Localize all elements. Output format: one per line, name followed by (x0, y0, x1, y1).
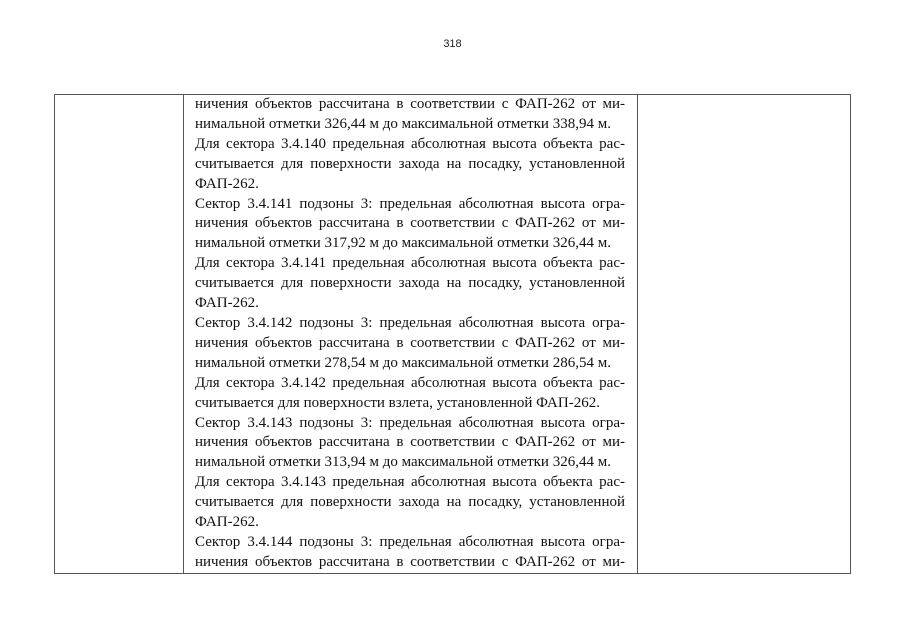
text-line: считывается для поверхности захода на посадку, установленной (195, 494, 625, 511)
text-line: Сектор 3.4.141 подзоны 3: предельная абсолютная высота огра- (195, 195, 625, 212)
text-line: ничения объектов рассчитана в соответствии с ФАП-262 от ми- (195, 96, 625, 112)
text-line: Сектор 3.4.142 подзоны 3: предельная абсолютная высота огра- (195, 314, 625, 331)
text-line: ничения объектов рассчитана в соответствии с ФАП-262 от ми- (195, 553, 625, 570)
table-row (55, 95, 851, 574)
text-line: нимальной отметки 313,94 м до максимальной отметки 326,44 м. (195, 454, 611, 471)
text-line: Для сектора 3.4.143 предельная абсолютная высота объекта рас- (195, 474, 625, 491)
text-line: Для сектора 3.4.140 предельная абсолютная высота объекта рас- (195, 135, 625, 152)
text-line: считывается для поверхности захода на посадку, установленной (195, 155, 625, 172)
text-line: Для сектора 3.4.142 предельная абсолютная высота объекта рас- (195, 374, 625, 391)
text-line: нимальной отметки 278,54 м до максимальной отметки 286,54 м. (195, 354, 611, 371)
text-line: считывается для поверхности захода на посадку, установленной (195, 275, 625, 292)
text-line: ФАП-262. (195, 175, 259, 192)
text-line: ФАП-262. (195, 514, 259, 531)
text-line: нимальной отметки 326,44 м до максимальной отметки 338,94 м. (195, 115, 611, 132)
text-line: ФАП-262. (195, 295, 259, 312)
text-line: Сектор 3.4.144 подзоны 3: предельная абсолютная высота огра- (195, 533, 625, 550)
table-cell-left (55, 95, 184, 574)
page-number: 318 (443, 38, 462, 50)
text-line: ничения объектов рассчитана в соответствии с ФАП-262 от ми- (195, 215, 625, 232)
table-cell-right (638, 95, 851, 574)
cell-text-block (184, 95, 637, 573)
text-line: Сектор 3.4.143 подзоны 3: предельная абсолютная высота огра- (195, 414, 625, 431)
text-line: Для сектора 3.4.141 предельная абсолютная высота объекта рас- (195, 255, 625, 272)
table-cell-content (184, 95, 638, 574)
document-table (54, 94, 851, 574)
text-line: нимальной отметки 317,92 м до максимальной отметки 326,44 м. (195, 235, 611, 252)
text-line: ничения объектов рассчитана в соответствии с ФАП-262 от ми- (195, 434, 625, 451)
text-line: считывается для поверхности взлета, установленной ФАП-262. (195, 394, 600, 411)
text-line: ничения объектов рассчитана в соответствии с ФАП-262 от ми- (195, 334, 625, 351)
